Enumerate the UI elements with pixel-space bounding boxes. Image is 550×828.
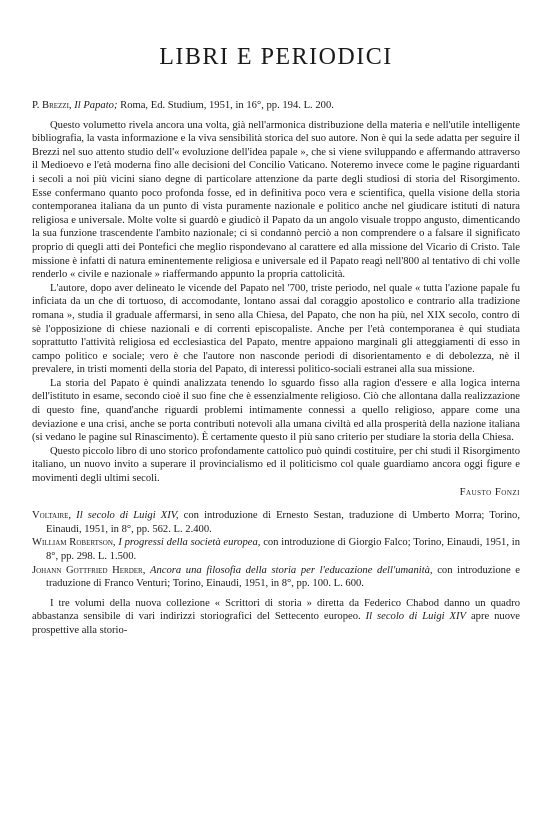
review-citation xyxy=(32,99,520,113)
entry-details: con introduzione di Giorgio Falco; Torino, Einaudi, 1951, in 8°, pp. 298. L. 1.500. xyxy=(46,537,521,562)
review-paragraph-1: Questo volumetto rivela ancora una volta, già nell'armonica distribuzione della materia e nell'utile intelligente bibliografia, la vasta informazione e la viva sensibilità storica del suo autore. Non è qui la sede adatta per seguire il Brezzi nel suo attento studio dell'« evoluzione dell'idea papale », che si viene sviluppando e affermando attraverso il Medioevo e l'età moderna fino alle decisioni del Concilio Vaticano. Noteremo invece come le pagine riguardanti i secoli a noi più vicini siano degne di particolare attenzione da parte degli studiosi di storia del Risorgimento. Esse confermano quanto poco profonda fosse, ed in definitiva poco vera e scientifica, quella visione della storia contemporanea italiana da un punto di vista puramente nazionale e politico anche nel giudicare istituti di natura religiosa e universale. Molte volte si guardò e giudicò il Papato da un angolo visuale troppo angusto, dimenticando la sua funzione trascendente l'ambito nazionale; ci si condannò perciò a non comprendere o a falsare il significato proprio di quegli atti dei Pontefici che meglio rispondevano al carattere ed alla missione del Vicario di Cristo. Tale missione è infatti di natura eminentemente religiosa e universale ed il Papato reagì nell'800 al tentativo di chi volle renderlo « civile e nazionale » riaffermando appunto la propria cattolicità. xyxy=(32,119,520,281)
review-brezzi xyxy=(32,99,520,499)
entry-book-title: Ancora una filosofia della storia per l'educazione dell'umanità, xyxy=(150,564,433,576)
entry-author: William Robertson, xyxy=(32,537,116,549)
entry-author: Voltaire, xyxy=(32,510,72,522)
review-signature: Fausto Fonzi xyxy=(459,486,520,498)
closing-book-title: Il secolo di Luigi XIV xyxy=(365,611,466,623)
review-paragraph-3: La storia del Papato è quindi analizzata tenendo lo sguardo fisso alla ragion d'essere e alla logica interna dell'istituto in esame, secondo cioè il suo fine che è essenzialmente religioso. Ciò che allontana dalla realizzazione di questo fine, quand'anche riguardi problemi intimamente connessi a quello religioso, appare come una deviazione e una crisi, anche se porta contributi notevoli alla umana civiltà ed alla prosperità della nazione italiana (si vedano le pagine sul Rinascimento). È certamente questo il più sano criterio per studiare la storia della Chiesa. xyxy=(32,377,520,444)
review-publication: Roma, Ed. Studium, 1951, in 16°, pp. 194. L. 200. xyxy=(120,100,334,111)
list-item xyxy=(32,509,520,536)
closing-text: I tre volumi della nuova collezione « Scrittori di storia » diretta da Federico Chabod danno un quadro abbastanza sensibile di vari indirizzi storiografici del Settecento europeo. xyxy=(32,597,520,623)
closing-text-end: apre nuove prospettive alla storio- xyxy=(32,611,521,636)
entries-list xyxy=(32,509,520,591)
list-item xyxy=(32,564,520,591)
closing-paragraph xyxy=(32,597,520,638)
entry-details: con introduzione e traduzione di Franco Venturi; Torino, Einaudi, 1951, in 8°, pp. 100. L. 600. xyxy=(46,564,521,590)
list-item xyxy=(32,536,520,563)
review-paragraph-4: Questo piccolo libro di uno storico profondamente cattolico può quindi costituire, per chi studi il Risorgimento italiano, un nuovo invito a superare il provincialismo ed il politicismo col quale guardiamo ancora oggi figure e movimenti degli ultimi secoli. xyxy=(32,445,520,485)
entry-book-title: I progressi della società europea, xyxy=(118,537,261,549)
review-book-title: Il Papato; xyxy=(74,100,118,111)
entry-author: Johann Gottfried Herder, xyxy=(32,564,146,576)
page-title: LIBRI E PERIODICI xyxy=(159,44,393,70)
entry-book-title: Il secolo di Luigi XIV, xyxy=(76,510,179,522)
review-author: P. Brezzi, xyxy=(32,100,72,111)
entry-details: con introduzione di Ernesto Sestan, traduzione di Umberto Morra; Torino, Einaudi, 1951, in 8°, pp. 562. L. 2.400. xyxy=(46,510,521,535)
review-paragraph-2: L'autore, dopo aver delineato le vicende del Papato nel '700, triste periodo, nel quale « tutta l'azione papale fu inficiata da un che di tortuoso, di accomodante, lontano assai dal coraggio apostolico e contrario alla tradizione romana », studia il graduale affermarsi, in seno alla Chiesa, del Papato, che non ha più, nel XIX secolo, contro di sè l'opposizione di chiese nazionali e di correnti episcopaliste. Anche per l'età contemporanea è qui studiata soprattutto l'attività religiosa ed ecclesiastica del Papato, mentre appaiono marginali gli atteggiamenti di esso in campo politico e sociale; vero è che l'autore non nasconde periodi di disorientamento e di debolezza, nè il prevalere, in tristi momenti della storia del Papato, di interessi politico-sociali estranei alla sua missione. xyxy=(32,282,520,376)
